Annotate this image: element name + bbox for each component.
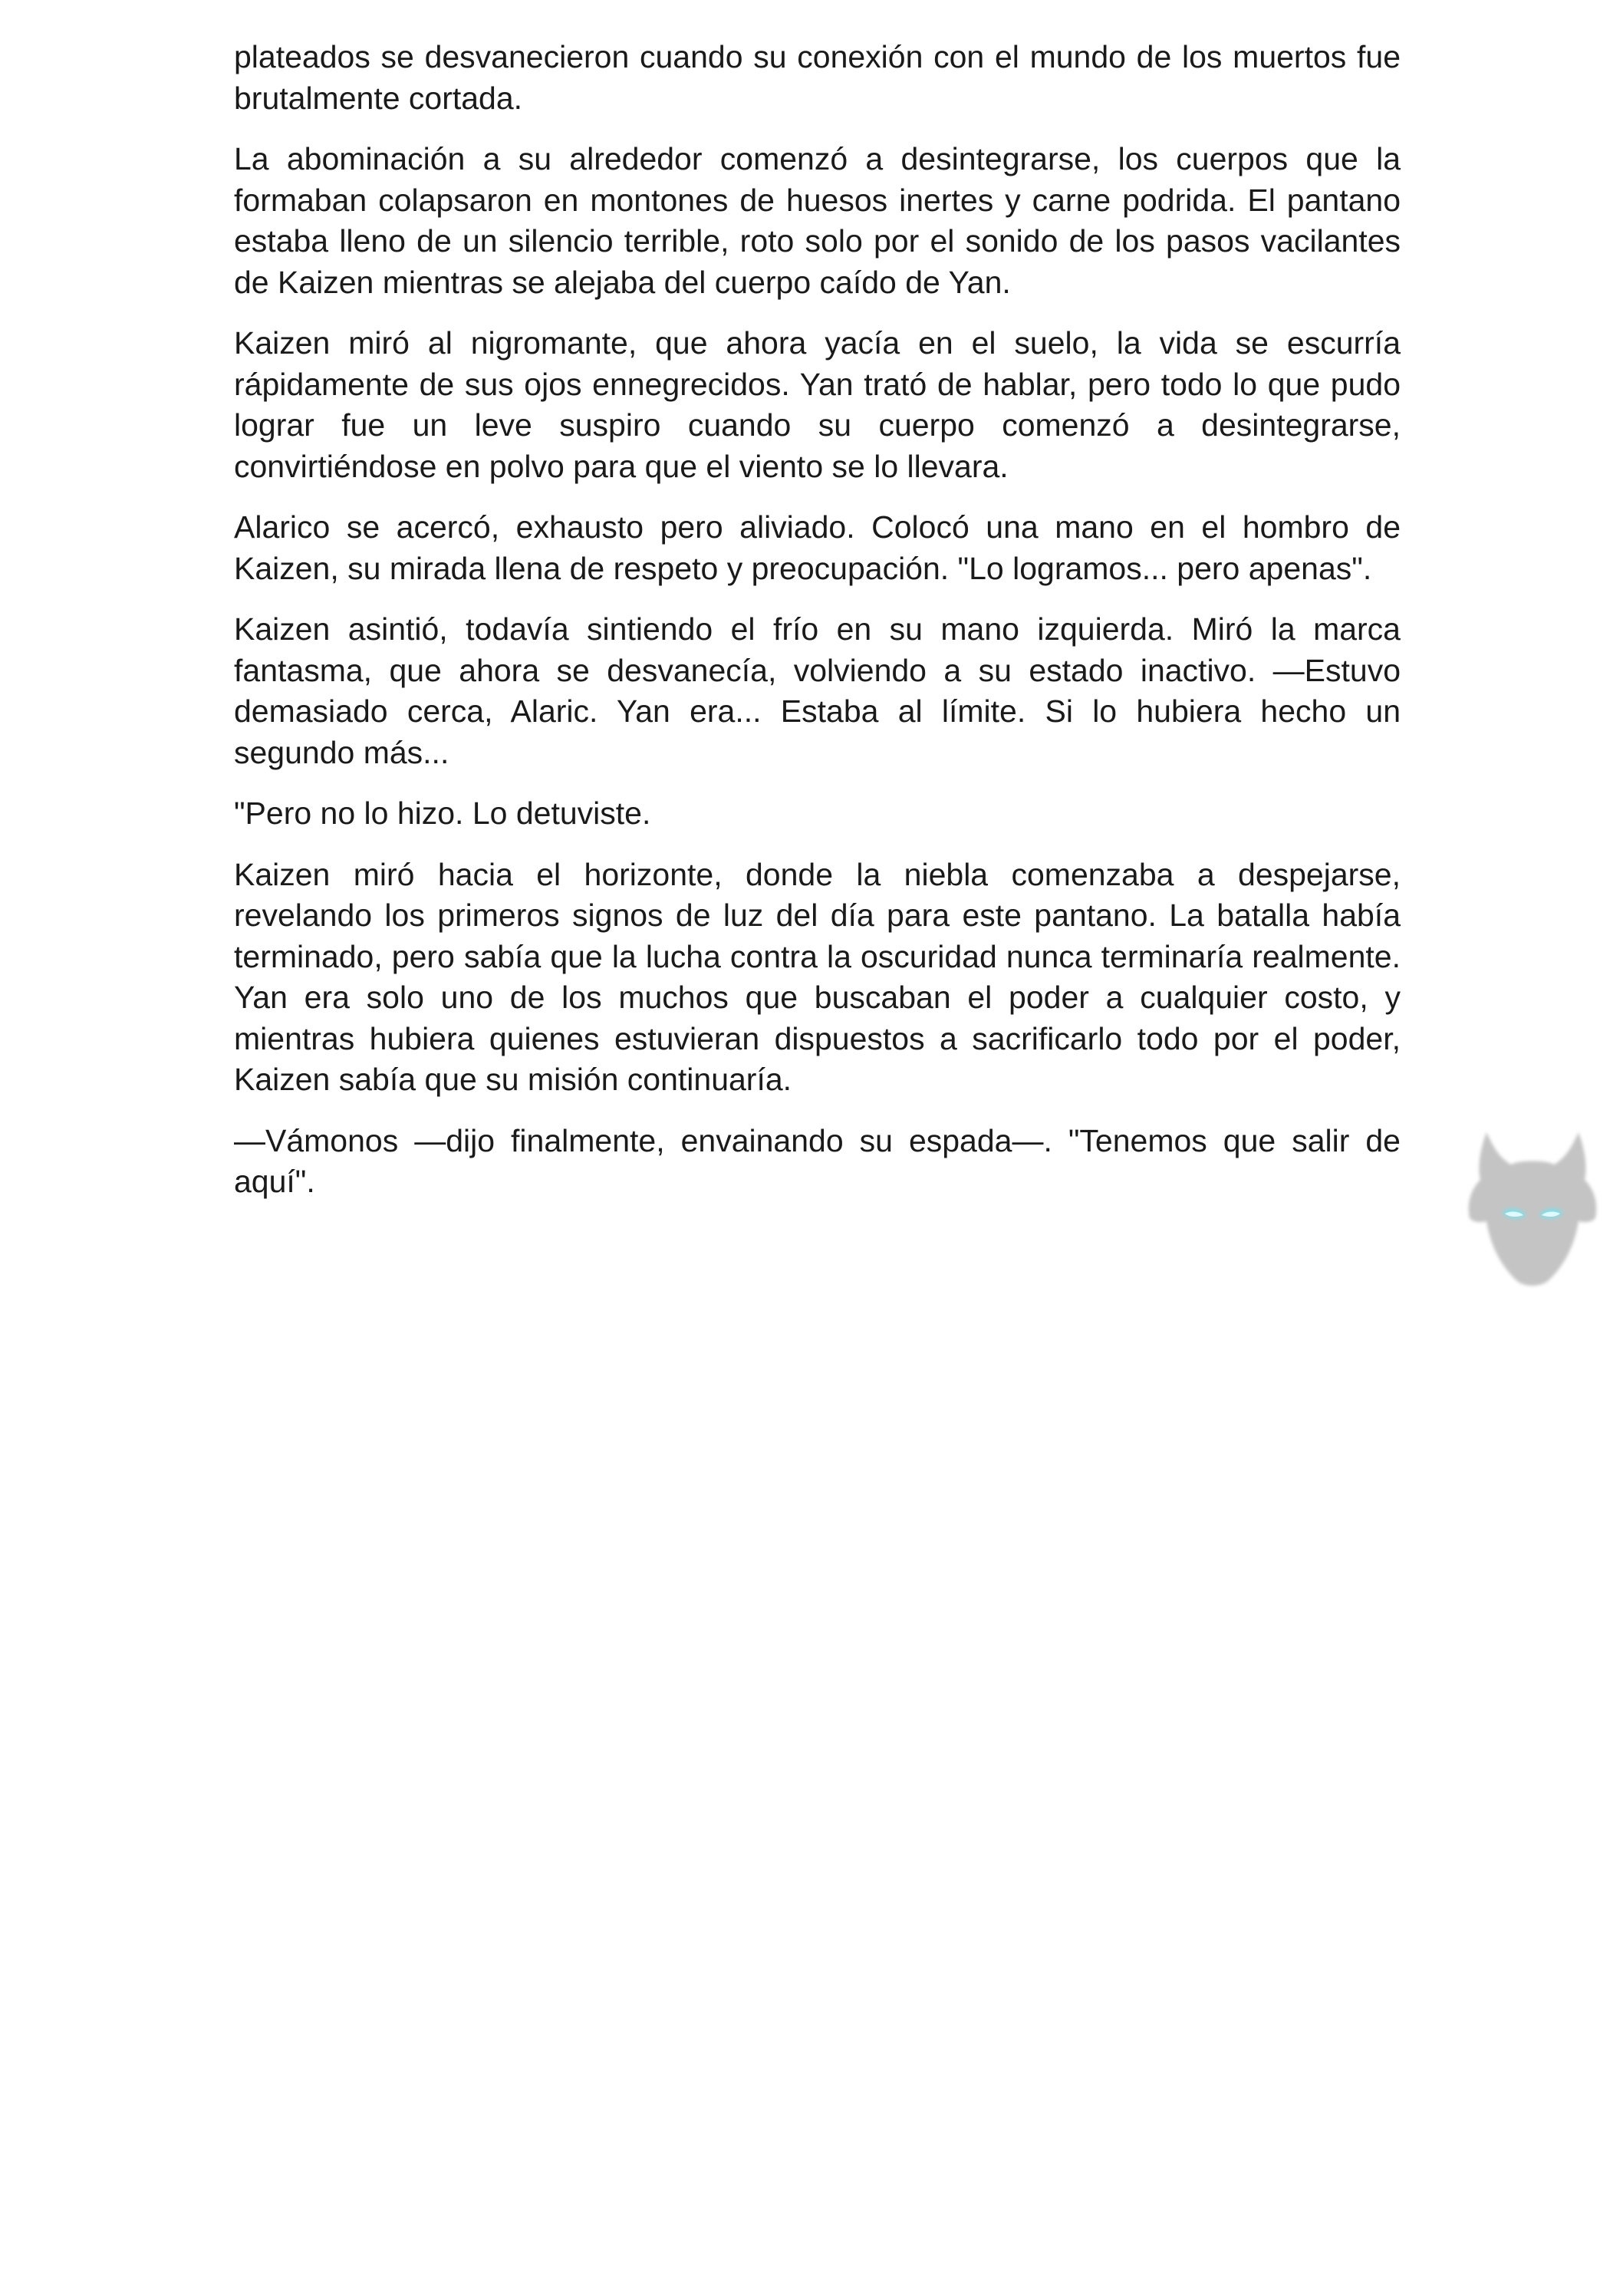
body-text	[234, 37, 1401, 1223]
paragraph-1: plateados se desvanecieron cuando su conexión con el mundo de los muertos fue brutalmente cortada.	[234, 39, 1401, 116]
paragraph-7: Kaizen miró hacia el horizonte, donde la niebla comenzaba a despejarse, revelando los primeros signos de luz del día para este pantano. La batalla había terminado, pero sabía que la lucha contra la oscuridad nunca terminaría realmente. Yan era solo uno de los muchos que buscaban el poder a cualquier costo, y mientras hubiera quienes estuvieran dispuestos a sacrificarlo todo por el poder, Kaizen sabía que su misión continuaría.	[234, 856, 1401, 1097]
paragraph-6: "Pero no lo hizo. Lo detuviste.	[234, 796, 651, 831]
demon-head-icon	[1463, 1126, 1602, 1295]
paragraph-3: Kaizen miró al nigromante, que ahora yacía en el suelo, la vida se escurría rápidamente de sus ojos ennegrecidos. Yan trató de hablar, pero todo lo que pudo lograr fue un leve suspiro cuando su cuerpo comenzó a desintegrarse, convirtiéndose en polvo para que el viento se lo llevara.	[234, 325, 1401, 484]
paragraph-8: —Vámonos —dijo finalmente, envainando su espada—. "Tenemos que salir de aquí".	[234, 1122, 1401, 1199]
paragraph-2: La abominación a su alrededor comenzó a desintegrarse, los cuerpos que la formaban colapsaron en montones de huesos inertes y carne podrida. El pantano estaba lleno de un silencio terrible, roto solo por el sonido de los pasos vacilantes de Kaizen mientras se alejaba del cuerpo caído de Yan.	[234, 141, 1401, 300]
paragraph-4: Alarico se acercó, exhausto pero aliviado. Colocó una mano en el hombro de Kaizen, su mirada llena de respeto y preocupación. "Lo logramos... pero apenas".	[234, 509, 1401, 586]
paragraph-5: Kaizen asintió, todavía sintiendo el frío en su mano izquierda. Miró la marca fantasma, que ahora se desvanecía, volviendo a su estado inactivo. —Estuvo demasiado cerca, Alaric. Yan era... Estaba al límite. Si lo hubiera hecho un segundo más...	[234, 611, 1401, 770]
